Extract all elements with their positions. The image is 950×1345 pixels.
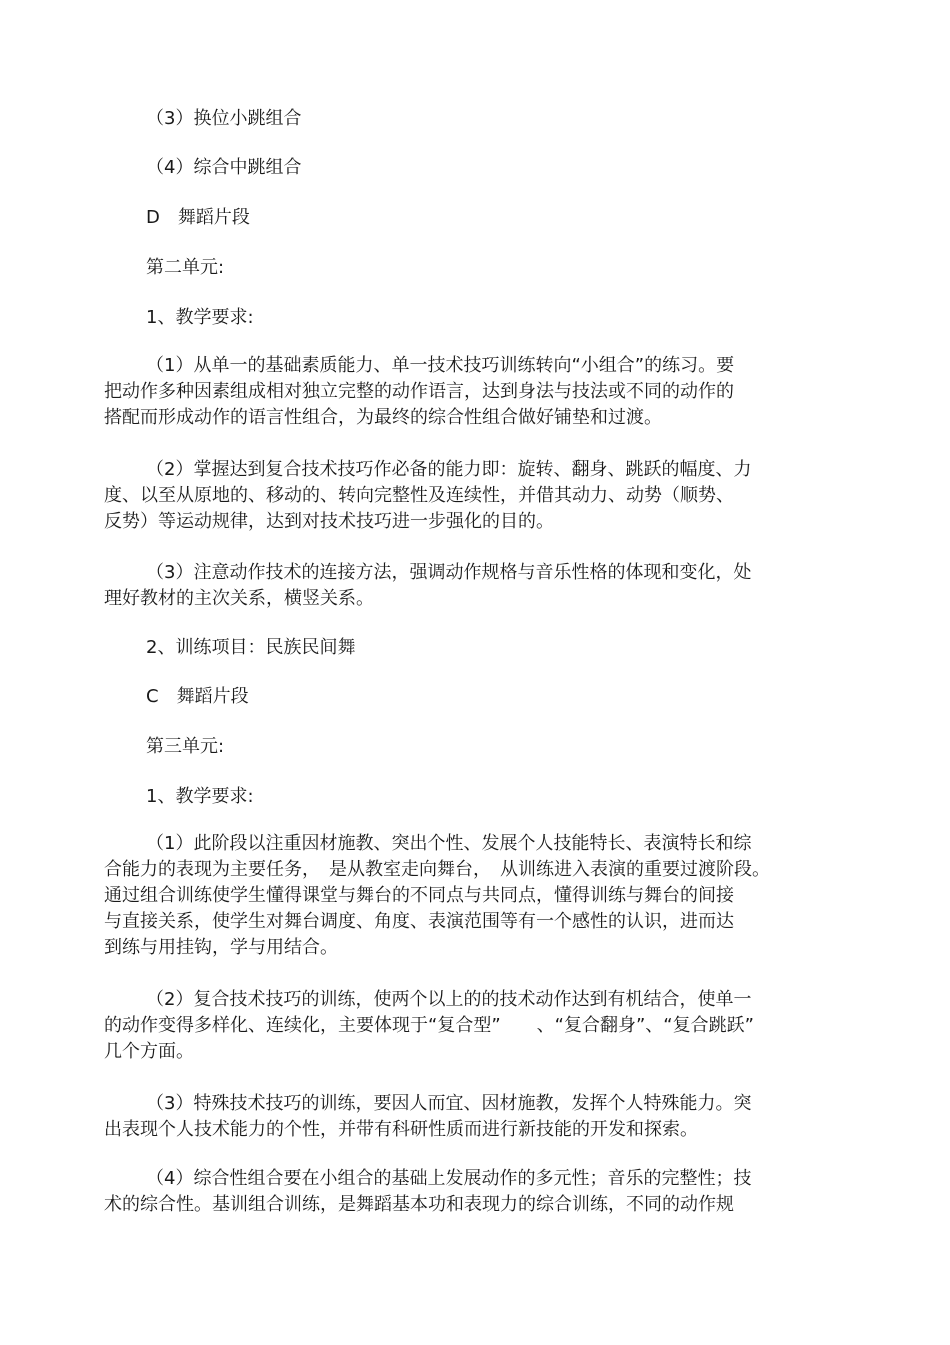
section-d-heading: D 舞蹈片段 <box>146 207 250 228</box>
unit-3-paragraph-1-line-3: 通过组合训练使学生懂得课堂与舞台的不同点与共同点，懂得训练与舞台的间接 <box>104 885 734 906</box>
unit-3-paragraph-1-line-2: 合能力的表现为主要任务， 是从教室走向舞台， 从训练进入表演的重要过渡阶段。 <box>104 859 770 880</box>
unit-2-training-items: 2、训练项目：民族民间舞 <box>146 637 356 658</box>
unit-3-paragraph-4-line-1: （4）综合性组合要在小组合的基础上发展动作的多元性；音乐的完整性；技 <box>146 1168 752 1189</box>
unit-2-requirements-heading: 1、教学要求: <box>146 307 254 328</box>
unit-3-paragraph-2-line-3: 几个方面。 <box>104 1041 194 1062</box>
unit-3-paragraph-1-line-4: 与直接关系，使学生对舞台调度、角度、表演范围等有一个感性的认识，进而达 <box>104 911 734 932</box>
unit-2-paragraph-3-line-2: 理好教材的主次关系，横竖关系。 <box>104 588 374 609</box>
unit-3-paragraph-1-line-5: 到练与用挂钩，学与用结合。 <box>104 937 338 958</box>
unit-2-heading: 第二单元: <box>146 257 225 278</box>
unit-3-paragraph-4-line-2: 术的综合性。基训组合训练，是舞蹈基本功和表现力的综合训练，不同的动作规 <box>104 1194 734 1215</box>
unit-2-paragraph-2-line-3: 反势）等运动规律，达到对技术技巧进一步强化的目的。 <box>104 511 554 532</box>
unit-3-requirements-heading: 1、教学要求: <box>146 786 254 807</box>
section-c-heading: C 舞蹈片段 <box>146 686 249 707</box>
unit-3-paragraph-2-line-2: 的动作变得多样化、连续化，主要体现于“复合型” 、“复合翻身”、“复合跳跃” <box>104 1015 754 1036</box>
unit-3-paragraph-2-line-1: （2）复合技术技巧的训练，使两个以上的的技术动作达到有机结合，使单一 <box>146 989 752 1010</box>
unit-2-paragraph-1-line-2: 把动作多种因素组成相对独立完整的动作语言，达到身法与技法或不同的动作的 <box>104 381 734 402</box>
unit-2-paragraph-2-line-2: 度、以至从原地的、移动的、转向完整性及连续性，并借其动力、动势（顺势、 <box>104 485 734 506</box>
unit-2-paragraph-1-line-1: （1）从单一的基础素质能力、单一技术技巧训练转向“小组合”的练习。要 <box>146 355 735 376</box>
list-item-4: （4）综合中跳组合 <box>146 157 302 178</box>
unit-2-paragraph-1-line-3: 搭配而形成动作的语言性组合，为最终的综合性组合做好铺垫和过渡。 <box>104 407 662 428</box>
list-item-3: （3）换位小跳组合 <box>146 108 302 129</box>
unit-2-paragraph-2-line-1: （2）掌握达到复合技术技巧作必备的能力即：旋转、翻身、跳跃的幅度、力 <box>146 459 752 480</box>
unit-3-heading: 第三单元: <box>146 736 225 757</box>
unit-3-paragraph-3-line-2: 出表现个人技术能力的个性，并带有科研性质而进行新技能的开发和探索。 <box>104 1119 698 1140</box>
unit-2-paragraph-3-line-1: （3）注意动作技术的连接方法，强调动作规格与音乐性格的体现和变化，处 <box>146 562 752 583</box>
unit-3-paragraph-1-line-1: （1）此阶段以注重因材施教、突出个性、发展个人技能特长、表演特长和综 <box>146 833 752 854</box>
unit-3-paragraph-3-line-1: （3）特殊技术技巧的训练，要因人而宜、因材施教，发挥个人特殊能力。突 <box>146 1093 752 1114</box>
